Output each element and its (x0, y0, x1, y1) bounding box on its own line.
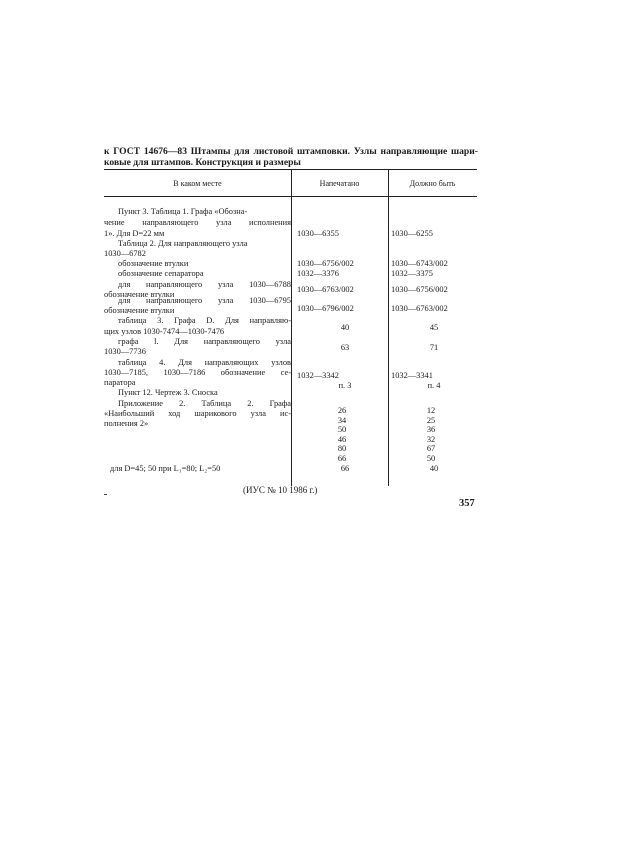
row6-location-line1: для направляющего узла 1030—6795 (118, 296, 291, 305)
row8-location-line1: графа l. Для направляющего узла (118, 337, 291, 346)
row5-should-be: 1030—6756/002 (391, 285, 448, 294)
row5-location-line1: для направляющего узла 1030—6788 (118, 280, 291, 289)
row11-should-value: 25 (426, 415, 436, 425)
row11-should-value: 32 (426, 434, 436, 444)
row8-location-line2: 1030—7736 (104, 347, 146, 356)
row8-should-be: 71 (429, 343, 439, 352)
row11-location-line1: Приложение 2. Таблица 2. Графа (118, 399, 291, 408)
row12-should-be: 40 (429, 464, 439, 473)
row1-printed: 1030—6355 (297, 229, 339, 238)
row1-should-be: 1030—6255 (391, 229, 433, 238)
row10-location: Пункт 12. Чертеж 3. Сноска (118, 388, 218, 397)
header-location: В каком месте (173, 179, 222, 188)
row7-printed: 40 (340, 323, 350, 332)
row11-printed-values (297, 406, 387, 463)
row6-printed: 1030—6796/002 (297, 304, 354, 313)
row9-should-be: 1032—3341 (391, 371, 433, 380)
heading (104, 146, 478, 168)
row9-location-line1: таблица 4. Для направляющих узлов (118, 358, 291, 367)
row2-location-line2: 1030—6782 (104, 249, 146, 258)
row4-should-be: 1032—3375 (391, 269, 433, 278)
row11-should-values (391, 406, 471, 463)
row7-location-line1: таблица 3. Графа D. Для направляю- (118, 316, 291, 325)
row12-printed: 66 (340, 464, 350, 473)
errata-table (104, 169, 477, 486)
row11-should-value: 36 (426, 425, 436, 434)
row11-printed-value: 80 (337, 444, 347, 453)
row11-printed-value: 26 (337, 406, 347, 415)
page-number: 357 (459, 498, 475, 509)
row4-location: обозначение сепаратора (118, 269, 204, 278)
heading-line-2: ковые для штампов. Конструкция и размеры (104, 157, 301, 168)
row9-printed: 1032—3342 (297, 371, 339, 380)
row11-printed-value: 46 (337, 434, 347, 444)
margin-mark (104, 494, 107, 495)
row9-location-line3: паратора (104, 378, 136, 387)
row5-location-line2: обозначение втулки (104, 290, 175, 299)
row6-should-be: 1030—6763/002 (391, 304, 448, 313)
header-should-be: Должно быть (409, 179, 456, 188)
header-printed: Напечатано (319, 179, 360, 188)
row3-should-be: 1030—6743/002 (391, 259, 448, 268)
row11-printed-value: 50 (337, 425, 347, 434)
row7-should-be: 45 (429, 323, 439, 332)
footnote: (ИУС № 10 1986 г.) (243, 485, 318, 495)
row9-location-line2: 1030—7185, 1030—7186 обозначение се- (104, 368, 291, 377)
heading-line-1: к ГОСТ 14676—83 Штампы для листовой штамповки. Узлы направляющие шари- (104, 146, 478, 157)
row3-printed: 1030—6756/002 (297, 259, 354, 268)
row1-location-line2: чение направляющего узла исполнения (104, 218, 291, 227)
row11-should-value: 12 (426, 406, 436, 415)
row2-location-line1: Таблица 2. Для направляющего узла (118, 239, 248, 248)
row11-should-value: 67 (426, 444, 436, 453)
row1-location-line3: 1». Для D=22 мм (104, 229, 165, 238)
column-divider-1 (291, 170, 292, 486)
row11-printed-value: 34 (337, 415, 347, 425)
row10-printed: п. 3 (338, 381, 352, 390)
row4-printed: 1032—3376 (297, 269, 339, 278)
row10-should-be: п. 4 (427, 381, 441, 390)
row11-location-line2: «Наибольший ход шарикового узла ис- (104, 409, 291, 418)
row7-location-line2: щих узлов 1030-7474—1030-7476 (104, 327, 225, 336)
row6-location-line2: обозначение втулки (104, 306, 175, 315)
row12-location: для D=45; 50 при L₁=80; L₂=50 (110, 464, 221, 473)
row11-location-line3: полнения 2» (104, 419, 149, 428)
row1-location-line1: Пункт 3. Таблица 1. Графа «Обозна- (118, 207, 248, 216)
row8-printed: 63 (340, 343, 350, 352)
row5-printed: 1030—6763/002 (297, 285, 354, 294)
row3-location: обозначение втулки (118, 259, 189, 268)
row11-should-value: 50 (426, 453, 436, 463)
row11-printed-value: 66 (337, 453, 347, 463)
